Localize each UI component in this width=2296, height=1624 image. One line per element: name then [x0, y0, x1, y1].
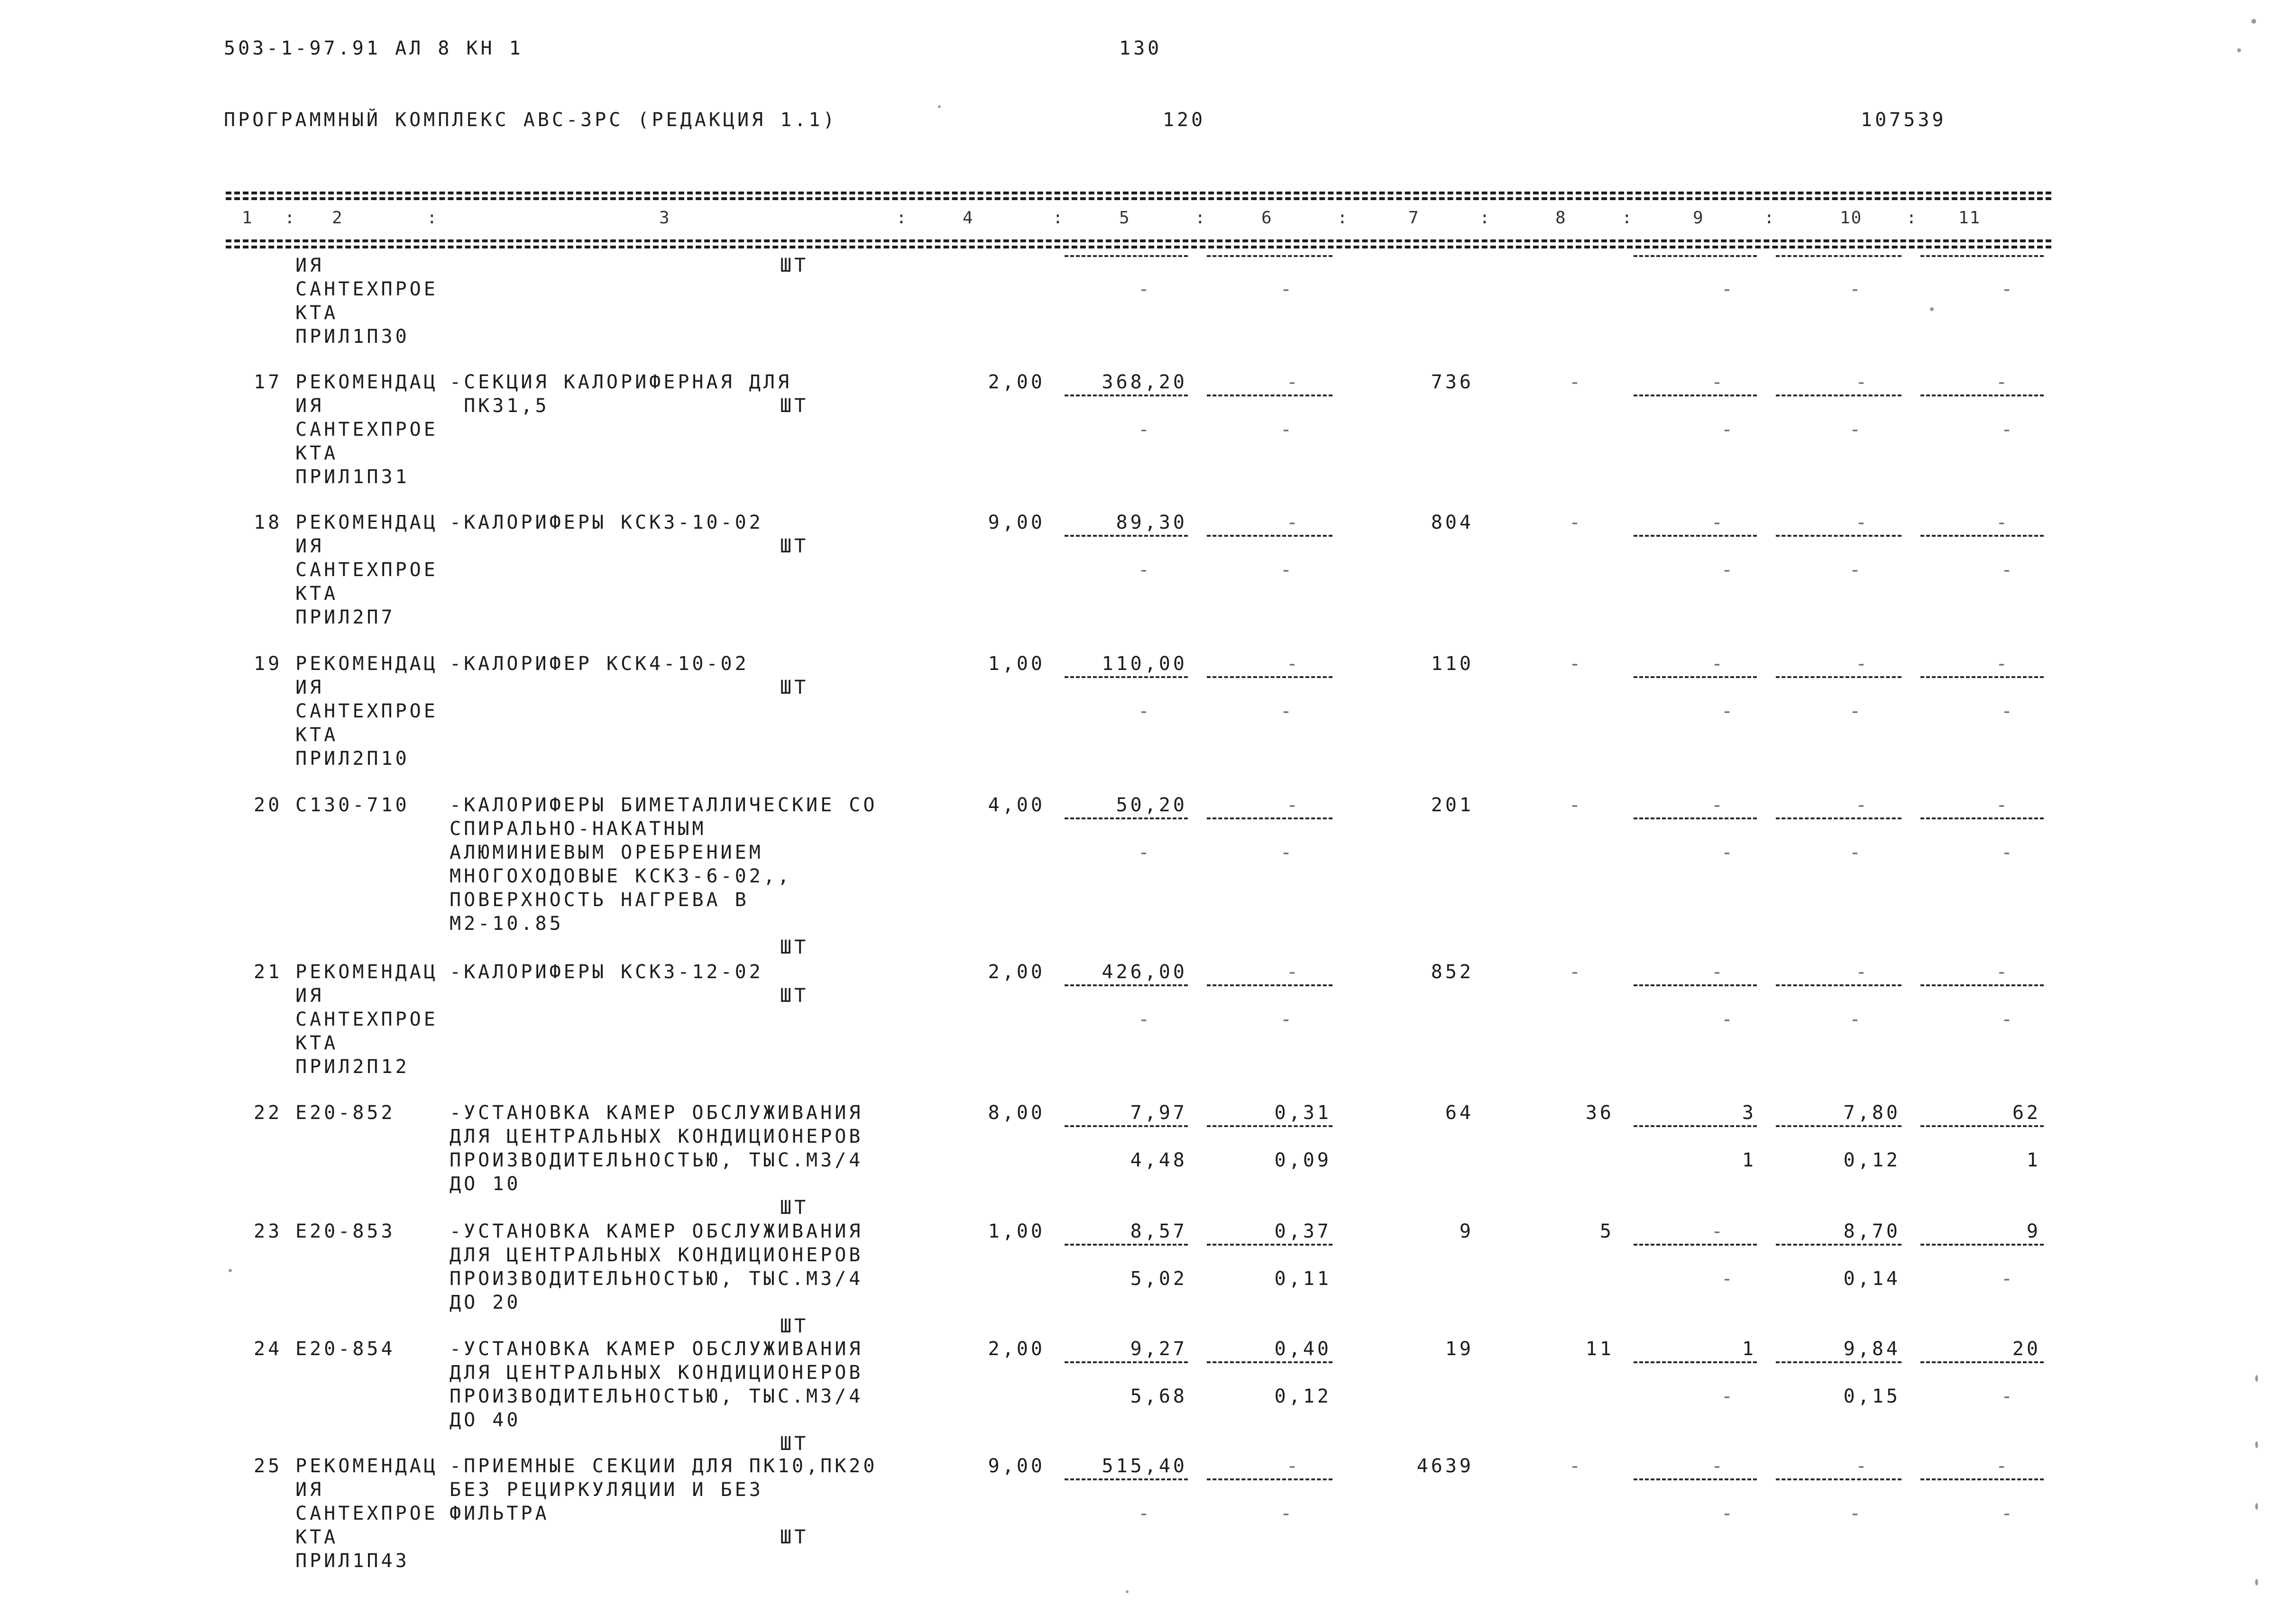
row-code-line: ИЯ — [295, 1479, 324, 1501]
row-number: 25 — [254, 1455, 283, 1477]
value-c5b: - — [1138, 700, 1153, 722]
value-c11b: - — [2001, 419, 2016, 440]
page-number-secondary: 120 — [1163, 109, 1206, 131]
value-c9: - — [1711, 1220, 1726, 1242]
value-c9b: - — [1721, 1503, 1736, 1524]
row-code-line: ИЯ — [295, 677, 324, 698]
row-description-line: -УСТАНОВКА КАМЕР ОБСЛУЖИВАНИЯ — [450, 1220, 863, 1242]
subtotal-rule — [1634, 1361, 1757, 1363]
column-separator: : — [1337, 208, 1349, 228]
value-c6: 0,40 — [1274, 1338, 1332, 1360]
value-c10b: - — [1849, 842, 1864, 863]
row-code-line: С130-710 — [295, 794, 410, 816]
row-code-line: САНТЕХПРОЕ — [295, 1503, 438, 1524]
row-unit: ШТ — [780, 535, 809, 557]
row-description-line: -КАЛОРИФЕР КСК4-10-02 — [450, 653, 749, 675]
value-c9b: - — [1721, 842, 1736, 863]
subtotal-rule — [1920, 1361, 2044, 1363]
value-c11b: - — [2001, 278, 2016, 300]
column-header-bottom-rule-2 — [226, 246, 2051, 248]
value-c7: 736 — [1431, 371, 1474, 393]
value-c7: 9 — [1459, 1220, 1474, 1242]
value-c6b: - — [1280, 1009, 1295, 1030]
scan-speck — [2255, 1579, 2258, 1586]
row-code-line: Е20-852 — [295, 1102, 395, 1124]
value-c5: 89,30 — [1116, 512, 1187, 533]
scan-speck — [2237, 48, 2241, 52]
row-description-line: БЕЗ РЕЦИРКУЛЯЦИИ И БЕЗ — [450, 1479, 763, 1501]
value-c9b: - — [1721, 559, 1736, 581]
value-c8: 5 — [1599, 1220, 1614, 1242]
value-c11b: - — [2001, 700, 2016, 722]
subtotal-rule — [1920, 984, 2044, 986]
subtotal-rule — [1920, 676, 2044, 678]
subtotal-rule — [1776, 676, 1901, 678]
value-c9b: - — [1721, 1385, 1736, 1407]
column-number: 2 — [332, 208, 343, 228]
value-c11b: - — [2001, 1009, 2016, 1030]
value-c5b: - — [1138, 419, 1153, 440]
value-c10: - — [1855, 1455, 1870, 1477]
value-c10: 8,70 — [1843, 1220, 1901, 1242]
row-code-line: ИЯ — [295, 535, 324, 557]
row-code-line: РЕКОМЕНДАЦ — [295, 371, 438, 393]
subtotal-rule — [1065, 395, 1188, 396]
value-c8: 36 — [1585, 1102, 1614, 1124]
scan-speck — [1126, 1590, 1129, 1593]
value-c11: - — [1996, 794, 2011, 816]
row-code-line: РЕКОМЕНДАЦ — [295, 961, 438, 983]
value-c6: - — [1286, 1455, 1301, 1477]
subtotal-rule — [1634, 1125, 1757, 1127]
subtotal-rule — [1065, 676, 1188, 678]
row-code-line: РЕКОМЕНДАЦ — [295, 512, 438, 533]
value-c8: - — [1569, 653, 1584, 675]
row-number: 20 — [254, 794, 283, 816]
subtotal-rule — [1776, 1361, 1901, 1363]
subtotal-rule — [1920, 1478, 2044, 1480]
value-c8: 11 — [1585, 1338, 1614, 1360]
row-description-line: ДО 40 — [450, 1409, 521, 1431]
row-number: 22 — [254, 1102, 283, 1124]
value-c10: - — [1855, 371, 1870, 393]
subtotal-rule — [1634, 817, 1757, 819]
subtotal-rule — [1065, 535, 1188, 537]
row-unit: ШТ — [780, 677, 809, 698]
scan-speck — [229, 1269, 232, 1272]
table-top-rule-2 — [226, 197, 2051, 200]
row-code-line: САНТЕХПРОЕ — [295, 559, 438, 581]
row-unit: ШТ — [780, 1433, 809, 1455]
row-unit: ШТ — [780, 1197, 809, 1219]
program-title: ПРОГРАММНЫЙ КОМПЛЕКС АВС-3РС (РЕДАКЦИЯ 1.1) — [224, 109, 837, 131]
row-code-line: КТА — [295, 302, 339, 324]
subtotal-rule — [1207, 535, 1332, 537]
subtotal-rule — [1776, 984, 1901, 986]
value-c9b: - — [1721, 1009, 1736, 1030]
value-c7: 19 — [1445, 1338, 1474, 1360]
value-c4: 4,00 — [988, 794, 1045, 816]
subtotal-rule — [1634, 255, 1757, 257]
column-separator: : — [427, 208, 438, 228]
column-number: 6 — [1261, 208, 1273, 228]
row-description-line: -СЕКЦИЯ КАЛОРИФЕРНАЯ ДЛЯ — [450, 371, 792, 393]
subtotal-rule — [1920, 1244, 2044, 1246]
row-code-line: КТА — [295, 1032, 339, 1054]
row-code-line: ИЯ — [295, 985, 324, 1007]
value-c5b: - — [1138, 1009, 1153, 1030]
value-c4: 1,00 — [988, 1220, 1045, 1242]
row-number: 19 — [254, 653, 283, 675]
row-description-line: АЛЮМИНИЕВЫМ ОРЕБРЕНИЕМ — [450, 842, 763, 863]
row-code-line: КТА — [295, 1526, 339, 1548]
row-number: 23 — [254, 1220, 283, 1242]
value-c10: - — [1855, 794, 1870, 816]
row-number: 24 — [254, 1338, 283, 1360]
value-c10b: - — [1849, 278, 1864, 300]
value-c9b: 1 — [1742, 1149, 1756, 1171]
subtotal-rule — [1776, 255, 1901, 257]
value-c10b: - — [1849, 1503, 1864, 1524]
value-c5b: - — [1138, 1503, 1153, 1524]
value-c7: 852 — [1431, 961, 1474, 983]
value-c10b: 0,12 — [1843, 1149, 1901, 1171]
value-c9b: - — [1721, 700, 1736, 722]
value-c5: 110,00 — [1102, 653, 1187, 675]
subtotal-rule — [1634, 1478, 1757, 1480]
value-c9: - — [1711, 512, 1726, 533]
value-c6b: 0,11 — [1274, 1268, 1332, 1290]
row-description-line: -УСТАНОВКА КАМЕР ОБСЛУЖИВАНИЯ — [450, 1102, 863, 1124]
value-c6b: 0,09 — [1274, 1149, 1332, 1171]
subtotal-rule — [1634, 535, 1757, 537]
value-c11: - — [1996, 961, 2011, 983]
row-description-line: ДЛЯ ЦЕНТРАЛЬНЫХ КОНДИЦИОНЕРОВ — [450, 1362, 863, 1384]
subtotal-rule — [1207, 1361, 1332, 1363]
value-c4: 2,00 — [988, 371, 1045, 393]
value-c11b: - — [2001, 1385, 2016, 1407]
value-c11: 20 — [2012, 1338, 2041, 1360]
value-c9: - — [1711, 653, 1726, 675]
subtotal-rule — [1207, 984, 1332, 986]
row-description-line: МНОГОХОДОВЫЕ КСК3-6-02,, — [450, 865, 792, 887]
column-separator: : — [285, 208, 296, 228]
value-c9: - — [1711, 794, 1726, 816]
row-unit: ШТ — [780, 255, 809, 276]
subtotal-rule — [1776, 1244, 1901, 1246]
row-code-line: ИЯ — [295, 255, 324, 276]
value-c8: - — [1569, 1455, 1584, 1477]
value-c10b: - — [1849, 1009, 1864, 1030]
subtotal-rule — [1920, 817, 2044, 819]
value-c5: 426,00 — [1102, 961, 1187, 983]
subtotal-rule — [1207, 255, 1332, 257]
subtotal-rule — [1207, 1244, 1332, 1246]
row-code-line: РЕКОМЕНДАЦ — [295, 653, 438, 675]
row-code-line: КТА — [295, 583, 339, 605]
value-c9: - — [1711, 1455, 1726, 1477]
row-code-line: САНТЕХПРОЕ — [295, 700, 438, 722]
value-c6: - — [1286, 794, 1301, 816]
page-number: 130 — [1119, 37, 1162, 59]
value-c10b: 0,15 — [1843, 1385, 1901, 1407]
row-code-line: ПРИЛ2П7 — [295, 606, 395, 628]
row-code-line: КТА — [295, 442, 339, 464]
row-number: 17 — [254, 371, 283, 393]
subtotal-rule — [1634, 1244, 1757, 1246]
value-c5: 50,20 — [1116, 794, 1187, 816]
subtotal-rule — [1776, 535, 1901, 537]
row-unit: ШТ — [780, 985, 809, 1007]
value-c7: 4639 — [1416, 1455, 1474, 1477]
row-description-line: ПРОИЗВОДИТЕЛЬНОСТЬЮ, ТЫС.М3/4 — [450, 1149, 863, 1171]
value-c10: - — [1855, 961, 1870, 983]
subtotal-rule — [1065, 817, 1188, 819]
scan-speck — [2251, 19, 2256, 24]
row-unit: ШТ — [780, 395, 809, 417]
row-description-line: ПРОИЗВОДИТЕЛЬНОСТЬЮ, ТЫС.М3/4 — [450, 1268, 863, 1290]
subtotal-rule — [1920, 535, 2044, 537]
value-c6: - — [1286, 961, 1301, 983]
row-code-line: РЕКОМЕНДАЦ — [295, 1455, 438, 1477]
value-c11: - — [1996, 512, 2011, 533]
subtotal-rule — [1207, 1125, 1332, 1127]
row-number: 18 — [254, 512, 283, 533]
value-c7: 804 — [1431, 512, 1474, 533]
subtotal-rule — [1065, 1361, 1188, 1363]
value-c10: 7,80 — [1843, 1102, 1901, 1124]
subtotal-rule — [1065, 255, 1188, 257]
value-c6: - — [1286, 371, 1301, 393]
value-c6: 0,31 — [1274, 1102, 1332, 1124]
value-c8: - — [1569, 961, 1584, 983]
value-c8: - — [1569, 371, 1584, 393]
row-description-line: М2-10.85 — [450, 913, 564, 935]
row-description-line: -КАЛОРИФЕРЫ БИМЕТАЛЛИЧЕСКИЕ СО — [450, 794, 878, 816]
column-separator: : — [1195, 208, 1206, 228]
subtotal-rule — [1776, 1125, 1901, 1127]
value-c4: 9,00 — [988, 1455, 1045, 1477]
value-c5: 7,97 — [1130, 1102, 1187, 1124]
row-code-line: ПРИЛ2П10 — [295, 748, 410, 770]
subtotal-rule — [1065, 984, 1188, 986]
value-c6: - — [1286, 512, 1301, 533]
value-c10: 9,84 — [1843, 1338, 1901, 1360]
value-c11: 62 — [2012, 1102, 2041, 1124]
row-code-line: ПРИЛ1П43 — [295, 1550, 410, 1572]
column-number: 7 — [1408, 208, 1420, 228]
row-description-line: ПРОИЗВОДИТЕЛЬНОСТЬЮ, ТЫС.М3/4 — [450, 1385, 863, 1407]
value-c10b: 0,14 — [1843, 1268, 1901, 1290]
value-c11b: - — [2001, 842, 2016, 863]
row-description-line: -УСТАНОВКА КАМЕР ОБСЛУЖИВАНИЯ — [450, 1338, 863, 1360]
value-c10: - — [1855, 653, 1870, 675]
value-c5: 515,40 — [1102, 1455, 1187, 1477]
value-c11b: 1 — [2026, 1149, 2041, 1171]
value-c11: 9 — [2026, 1220, 2041, 1242]
value-c5b: - — [1138, 278, 1153, 300]
subtotal-rule — [1207, 817, 1332, 819]
subtotal-rule — [1065, 1478, 1188, 1480]
row-number: 21 — [254, 961, 283, 983]
row-code-line: Е20-853 — [295, 1220, 395, 1242]
row-description-line: -КАЛОРИФЕРЫ КСК3-12-02 — [450, 961, 763, 983]
value-c9b: - — [1721, 419, 1736, 440]
value-c9: 1 — [1742, 1338, 1756, 1360]
column-number: 10 — [1840, 208, 1863, 228]
value-c6: - — [1286, 653, 1301, 675]
value-c5: 368,20 — [1102, 371, 1187, 393]
table-top-rule — [226, 192, 2051, 194]
row-code-line: ПРИЛ1П30 — [295, 326, 410, 348]
value-c9b: - — [1721, 278, 1736, 300]
value-c9: - — [1711, 371, 1726, 393]
row-code-line: САНТЕХПРОЕ — [295, 419, 438, 440]
row-description-line: ДЛЯ ЦЕНТРАЛЬНЫХ КОНДИЦИОНЕРОВ — [450, 1126, 863, 1147]
row-code-line: Е20-854 — [295, 1338, 395, 1360]
column-separator: : — [1764, 208, 1775, 228]
subtotal-rule — [1207, 395, 1332, 396]
subtotal-rule — [1776, 1478, 1901, 1480]
row-description-line: ПОВЕРХНОСТЬ НАГРЕВА В — [450, 889, 749, 911]
scan-speck — [2255, 1441, 2258, 1448]
row-code-line: САНТЕХПРОЕ — [295, 1009, 438, 1030]
value-c4: 2,00 — [988, 1338, 1045, 1360]
value-c11b: - — [2001, 559, 2016, 581]
scan-speck — [2255, 1503, 2258, 1510]
row-code-line: САНТЕХПРОЕ — [295, 278, 438, 300]
subtotal-rule — [1776, 817, 1901, 819]
value-c6b: - — [1280, 278, 1295, 300]
column-separator: : — [1479, 208, 1491, 228]
row-description-line: ДЛЯ ЦЕНТРАЛЬНЫХ КОНДИЦИОНЕРОВ — [450, 1244, 863, 1266]
value-c10b: - — [1849, 419, 1864, 440]
value-c8: - — [1569, 512, 1584, 533]
value-c7: 64 — [1445, 1102, 1474, 1124]
value-c6b: - — [1280, 419, 1295, 440]
value-c5b: 4,48 — [1130, 1149, 1187, 1171]
row-description-line: СПИРАЛЬНО-НАКАТНЫМ — [450, 818, 707, 840]
value-c6: 0,37 — [1274, 1220, 1332, 1242]
value-c10b: - — [1849, 700, 1864, 722]
value-c6b: 0,12 — [1274, 1385, 1332, 1407]
subtotal-rule — [1920, 1125, 2044, 1127]
column-number: 8 — [1555, 208, 1567, 228]
subtotal-rule — [1634, 984, 1757, 986]
column-header-bottom-rule — [226, 239, 2051, 242]
row-code-line: ПРИЛ1П31 — [295, 466, 410, 488]
column-number: 4 — [963, 208, 974, 228]
value-c6b: - — [1280, 1503, 1295, 1524]
column-number: 11 — [1958, 208, 1981, 228]
row-unit: ШТ — [780, 1315, 809, 1337]
value-c4: 1,00 — [988, 653, 1045, 675]
row-description-line: -ПРИЕМНЫЕ СЕКЦИИ ДЛЯ ПК10,ПК20 — [450, 1455, 878, 1477]
scan-speck — [1930, 307, 1934, 311]
column-number: 5 — [1119, 208, 1130, 228]
row-code-line: ПРИЛ2П12 — [295, 1056, 410, 1078]
column-number: 1 — [242, 208, 253, 228]
subtotal-rule — [1207, 676, 1332, 678]
value-c6b: - — [1280, 842, 1295, 863]
value-c5b: - — [1138, 559, 1153, 581]
value-c11: - — [1996, 1455, 2011, 1477]
row-description-line: ДО 20 — [450, 1292, 521, 1313]
document-number: 107539 — [1861, 109, 1947, 131]
value-c5b: - — [1138, 842, 1153, 863]
value-c6b: - — [1280, 700, 1295, 722]
row-description-line: -КАЛОРИФЕРЫ КСК3-10-02 — [450, 512, 763, 533]
value-c7: 110 — [1431, 653, 1474, 675]
subtotal-rule — [1065, 1125, 1188, 1127]
value-c4: 2,00 — [988, 961, 1045, 983]
subtotal-rule — [1776, 395, 1901, 396]
column-number: 9 — [1693, 208, 1704, 228]
subtotal-rule — [1920, 395, 2044, 396]
column-separator: : — [1906, 208, 1918, 228]
column-number: 3 — [659, 208, 670, 228]
row-description-line: ФИЛЬТРА — [450, 1503, 550, 1524]
column-separator: : — [1053, 208, 1064, 228]
row-description-line: ПК31,5 — [450, 395, 550, 417]
column-separator: : — [896, 208, 908, 228]
subtotal-rule — [1634, 676, 1757, 678]
value-c11b: - — [2001, 1503, 2016, 1524]
value-c11: - — [1996, 371, 2011, 393]
value-c8: - — [1569, 794, 1584, 816]
value-c6b: - — [1280, 559, 1295, 581]
scan-speck — [938, 105, 941, 108]
subtotal-rule — [1065, 1244, 1188, 1246]
row-description-line: ДО 10 — [450, 1173, 521, 1195]
value-c4: 8,00 — [988, 1102, 1045, 1124]
subtotal-rule — [1207, 1478, 1332, 1480]
subtotal-rule — [1920, 255, 2044, 257]
row-code-line: КТА — [295, 724, 339, 746]
value-c10: - — [1855, 512, 1870, 533]
value-c5b: 5,02 — [1130, 1268, 1187, 1290]
document-code: 503-1-97.91 АЛ 8 КН 1 — [224, 37, 523, 59]
value-c10b: - — [1849, 559, 1864, 581]
value-c9: 3 — [1742, 1102, 1756, 1124]
value-c9b: - — [1721, 1268, 1736, 1290]
value-c5b: 5,68 — [1130, 1385, 1187, 1407]
value-c7: 201 — [1431, 794, 1474, 816]
row-unit: ШТ — [780, 1526, 809, 1548]
row-code-line: ИЯ — [295, 395, 324, 417]
value-c11: - — [1996, 653, 2011, 675]
scan-speck — [2255, 1375, 2258, 1382]
value-c4: 9,00 — [988, 512, 1045, 533]
subtotal-rule — [1634, 395, 1757, 396]
value-c5: 8,57 — [1130, 1220, 1187, 1242]
row-unit: ШТ — [780, 936, 809, 958]
column-separator: : — [1622, 208, 1633, 228]
value-c5: 9,27 — [1130, 1338, 1187, 1360]
value-c11b: - — [2001, 1268, 2016, 1290]
value-c9: - — [1711, 961, 1726, 983]
